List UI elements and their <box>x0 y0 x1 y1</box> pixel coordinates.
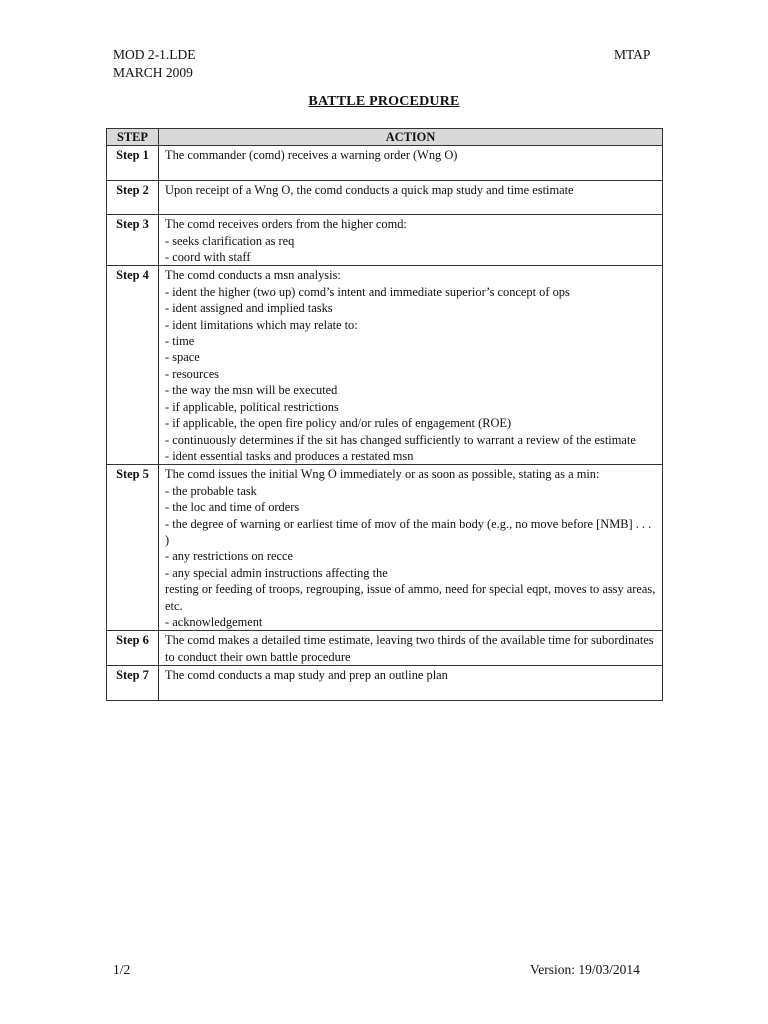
action-line: - ident the higher (two up) comd’s intent and immediate superior’s concept of ops <box>165 284 570 299</box>
table-row <box>107 266 663 465</box>
action-line: - ident assigned and implied tasks <box>165 301 333 316</box>
page-number: 1/2 <box>113 962 131 977</box>
step-label: Step 7 <box>107 666 159 700</box>
step-label: Step 2 <box>107 180 159 214</box>
action-line: - if applicable, political restrictions <box>165 399 339 414</box>
document-code: MOD 2-1.LDE <box>113 47 196 62</box>
table-row <box>107 180 663 214</box>
action-line: - the loc and time of orders <box>165 500 300 515</box>
action-cell <box>159 215 663 266</box>
action-line: - ident limitations which may relate to: <box>165 317 358 332</box>
action-line: - the probable task <box>165 483 257 498</box>
table-row <box>107 631 663 666</box>
step-label: Step 5 <box>107 465 159 631</box>
action-line: - time <box>165 334 195 349</box>
action-line: - if applicable, the open fire policy and/or rules of engagement (ROE) <box>165 416 512 431</box>
action-line: - continuously determines if the sit has changed sufficiently to warrant a review of the estimate <box>165 432 636 447</box>
version-label: Version: 19/03/2014 <box>530 962 640 977</box>
action-line: - coord with staff <box>165 250 251 265</box>
action-line: The commander (comd) receives a warning order (Wng O) <box>165 148 458 163</box>
action-line: - acknowledgement <box>165 614 263 629</box>
action-line: The comd issues the initial Wng O immediately or as soon as possible, stating as a min: <box>165 467 600 482</box>
document-date: MARCH 2009 <box>113 65 193 80</box>
table-row <box>107 666 663 700</box>
action-line: - the way the msn will be executed <box>165 383 338 398</box>
step-label: Step 4 <box>107 266 159 465</box>
action-line: resting or feeding of troops, regrouping, issue of ammo, need for special eqpt, moves to assy areas, etc. <box>165 582 656 613</box>
action-line: The comd makes a detailed time estimate, leaving two thirds of the available time for subordinates to conduct their own battle procedure <box>165 633 654 664</box>
column-header-step: STEP <box>107 129 159 146</box>
column-header-action: ACTION <box>159 129 663 146</box>
action-cell <box>159 666 663 700</box>
procedure-table <box>106 128 663 701</box>
action-line: The comd conducts a map study and prep an outline plan <box>165 668 448 683</box>
step-label: Step 3 <box>107 215 159 266</box>
action-cell <box>159 465 663 631</box>
action-line: The comd receives orders from the higher comd: <box>165 217 407 232</box>
action-line: - seeks clarification as req <box>165 233 295 248</box>
table-row <box>107 215 663 266</box>
action-line: - the degree of warning or earliest time of mov of the main body (e.g., no move before [NMB] . . . ) <box>165 516 652 547</box>
page-title: BATTLE PROCEDURE <box>308 94 460 109</box>
action-cell <box>159 266 663 465</box>
table-header-row <box>107 129 663 146</box>
action-cell <box>159 631 663 666</box>
step-label: Step 1 <box>107 146 159 180</box>
action-line: Upon receipt of a Wng O, the comd conducts a quick map study and time estimate <box>165 182 574 197</box>
action-line: - any restrictions on recce <box>165 549 293 564</box>
action-line: - ident essential tasks and produces a restated msn <box>165 448 414 463</box>
table-row <box>107 146 663 180</box>
step-label: Step 6 <box>107 631 159 666</box>
organization-code: MTAP <box>614 47 651 62</box>
action-line: - any special admin instructions affecting the <box>165 565 388 580</box>
action-line: - resources <box>165 366 220 381</box>
action-line: The comd conducts a msn analysis: <box>165 268 341 283</box>
action-cell <box>159 146 663 180</box>
action-cell <box>159 180 663 214</box>
action-line: - space <box>165 350 200 365</box>
table-row <box>107 465 663 631</box>
